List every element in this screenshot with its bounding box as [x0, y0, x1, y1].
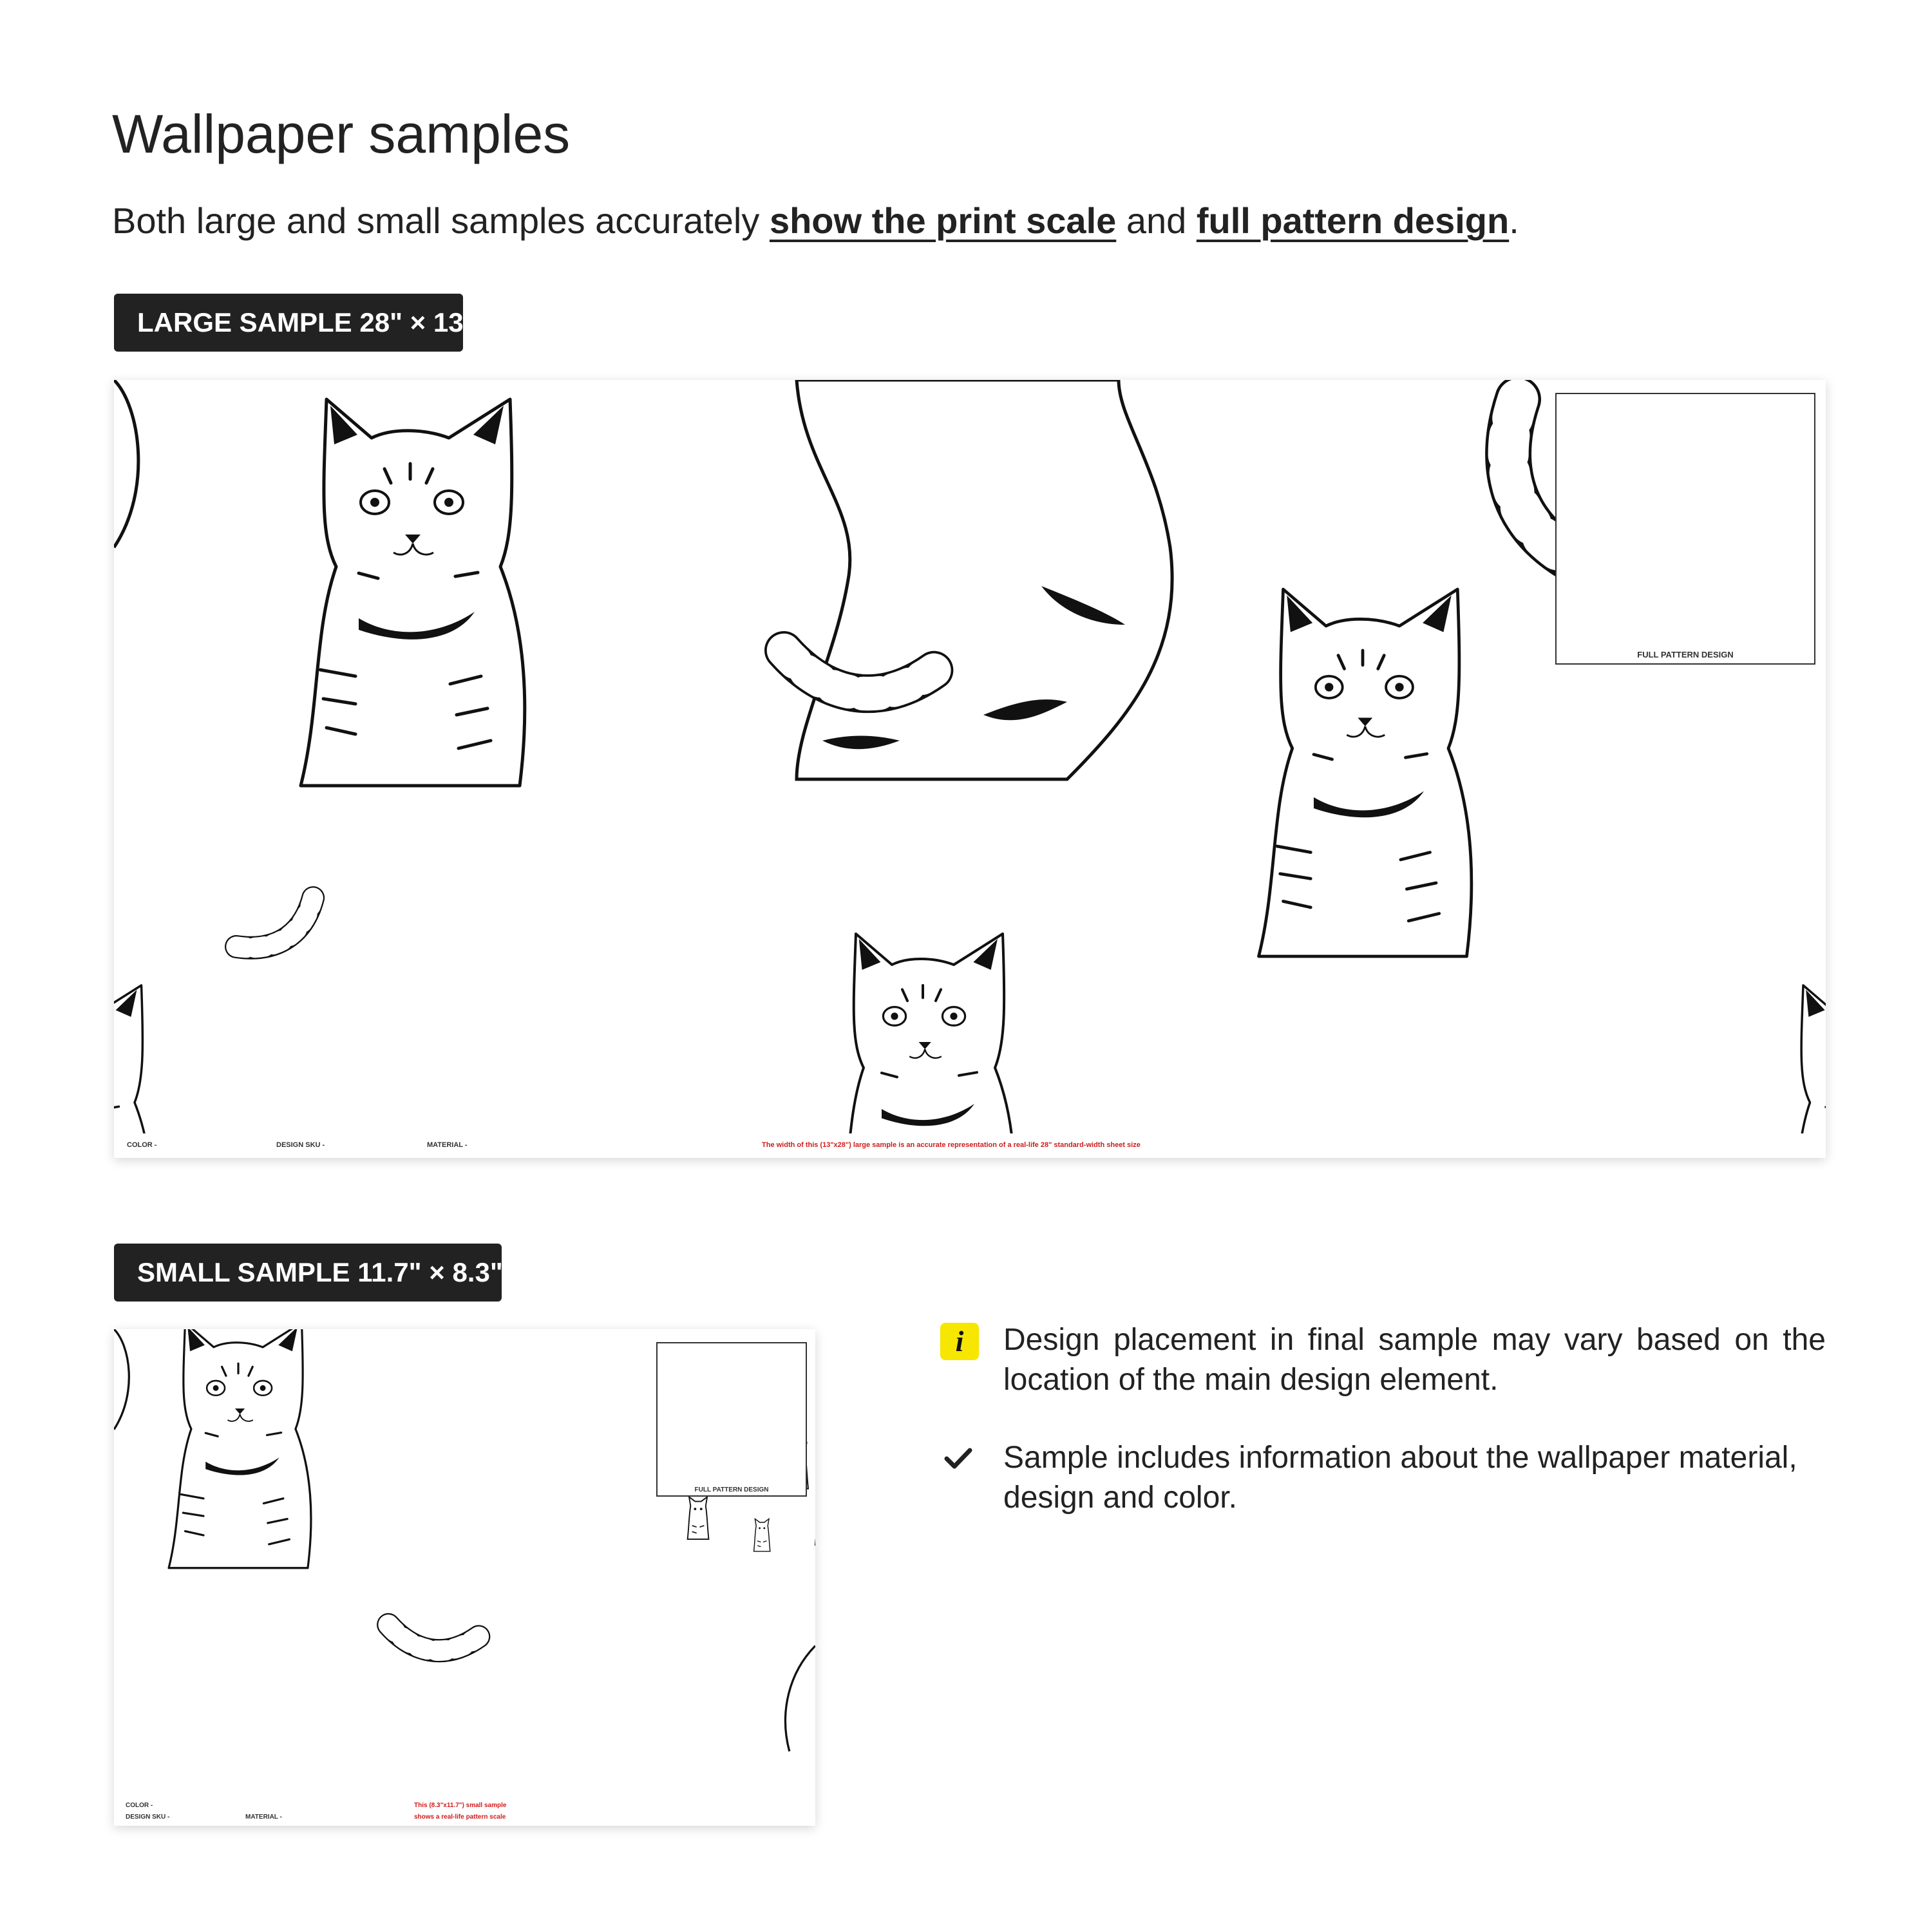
large-sample-image — [114, 380, 1826, 1158]
small-sample-badge: SMALL SAMPLE 11.7" × 8.3" — [114, 1244, 502, 1302]
large-footer-note: The width of this (13"x28") large sample is an accurate representation of a real-life 28" standard-width sheet size — [762, 1141, 1141, 1149]
small-footer-note-line2: shows a real-life pattern scale — [414, 1814, 506, 1821]
large-full-pattern-inset — [1555, 393, 1815, 665]
subtitle-middle: and — [1116, 200, 1197, 241]
info-icon: i — [940, 1323, 979, 1360]
full-pattern-link[interactable]: full pattern design — [1196, 200, 1510, 241]
info-note-text: Design placement in final sample may vary based on the location of the main design element. — [1003, 1323, 1826, 1397]
check-icon — [944, 1447, 972, 1470]
subtitle-prefix: Both large and small samples accurately — [112, 200, 770, 241]
print-scale-link[interactable]: show the print scale — [769, 200, 1117, 241]
subtitle-suffix: . — [1509, 200, 1519, 241]
large-footer-design-sku: DESIGN SKU - — [276, 1141, 325, 1149]
small-footer-note-line1: This (8.3"x11.7") small sample — [414, 1802, 507, 1809]
large-footer-material: MATERIAL - — [427, 1141, 468, 1149]
info-note-material — [940, 1438, 1826, 1522]
check-note-text: Sample includes information about the wallpaper material, design and color. — [1003, 1441, 1797, 1515]
small-sample-image — [114, 1329, 815, 1826]
page-subtitle — [112, 200, 1519, 242]
small-footer-design-sku: DESIGN SKU - — [126, 1814, 170, 1821]
small-footer-color: COLOR - — [126, 1802, 153, 1809]
small-full-pattern-inset — [656, 1342, 807, 1497]
info-note-placement — [940, 1320, 1826, 1404]
large-sample-badge: LARGE SAMPLE 28" × 13" — [114, 294, 463, 352]
page-title: Wallpaper samples — [112, 104, 571, 164]
large-inset-caption: FULL PATTERN DESIGN — [1637, 650, 1734, 659]
small-inset-caption: FULL PATTERN DESIGN — [694, 1486, 769, 1493]
large-footer-color: COLOR - — [127, 1141, 157, 1149]
small-footer-material: MATERIAL - — [245, 1814, 282, 1821]
